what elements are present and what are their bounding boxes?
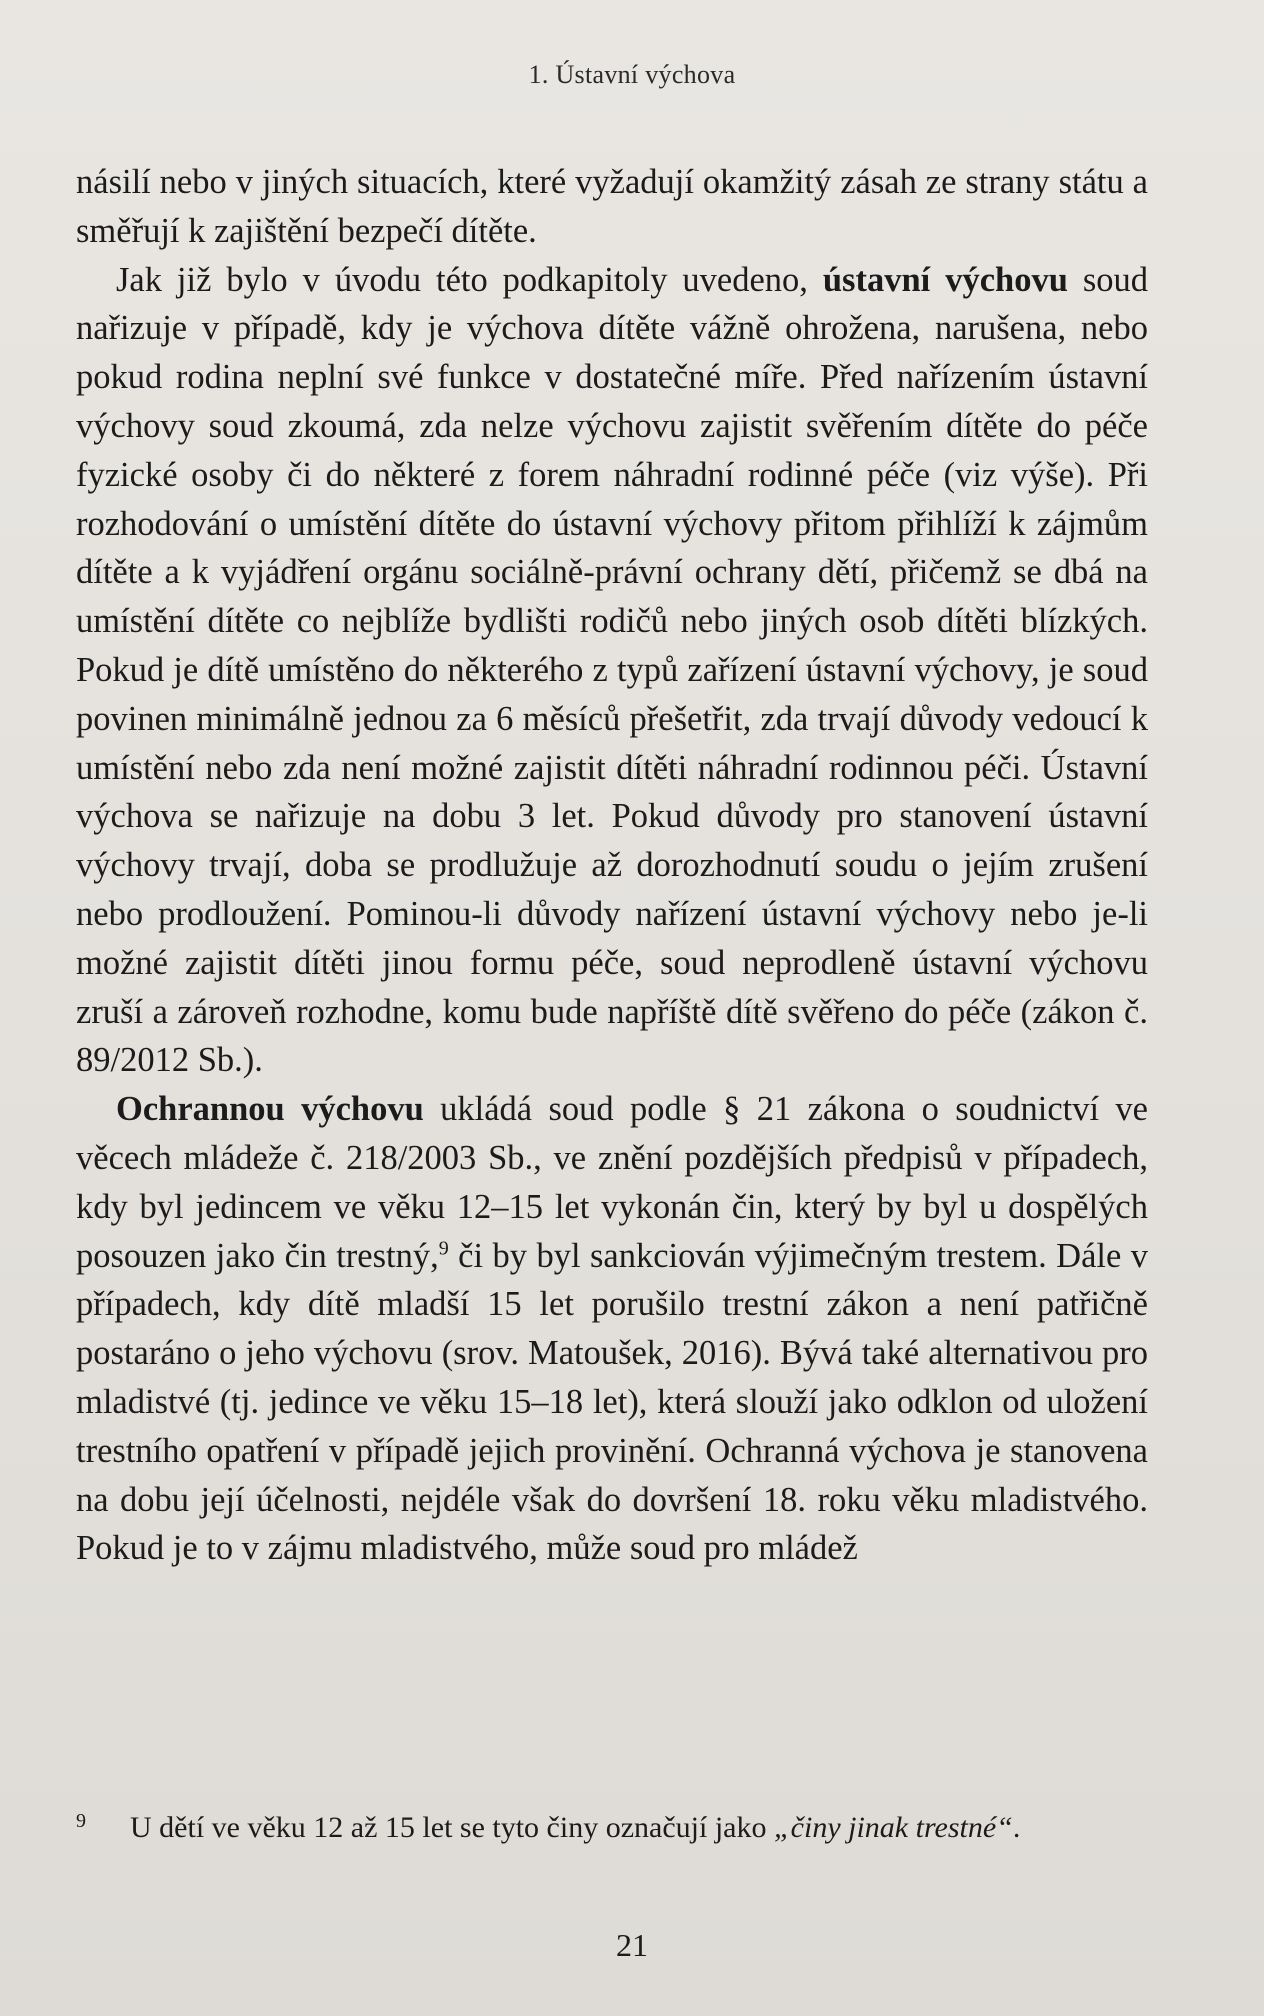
paragraph-2: [76, 256, 1148, 1086]
term-ustavni-vychova: ústavní výchovu: [822, 260, 1068, 299]
paragraph-1: [76, 158, 1148, 256]
term-ochranna-vychova: Ochrannou výchovu: [116, 1090, 424, 1129]
paragraph-3-text-rest: či by byl sankciován výjimečným trestem. Dále v případech, kdy dítě mladší 15 let porušilo trestní zákon a není patřičně postaráno o jeho výchovu (srov. Matoušek, 2016). Bývá také alternativou pro mladistvé (tj. jedince ve věku 15–18 let), která slouží jako odklon od uložení trestního opatření v případě jejich provinění. Ochranná výchova je stanovena na dobu její účelnosti, nejdéle však do dovršení 18. roku věku mladistvého. Pokud je to v zájmu mladistvého, může soud pro mládež: [76, 1236, 1148, 1568]
paragraph-2-text-start: Jak již bylo v úvodu této podkapitoly uvedeno,: [116, 260, 823, 299]
page-number: 21: [616, 1927, 648, 1963]
paragraph-3: [76, 1085, 1148, 1573]
paragraph-1-text: násilí nebo v jiných situacích, které vyžadují okamžitý zásah ze strany státu a směřují k zajištění bezpečí dítěte.: [76, 163, 1148, 250]
footnote-number: 9: [76, 1810, 86, 1832]
running-head: 1. Ústavní výchova: [528, 60, 736, 89]
paragraph-2-text-rest: soud nařizuje v případě, kdy je výchova dítěte vážně ohrožena, narušena, nebo pokud rodina neplní své funkce v dostatečné míře. Před nařízením ústavní výchovy soud zkoumá, zda nelze výchovu zajistit svěřením dítěte do péče fyzické osoby či do některé z forem náhradní rodinné péče (viz výše). Při rozhodování o umístění dítěte do ústavní výchovy přitom přihlíží k zájmům dítěte a k vyjádření orgánu sociálně-právní ochrany dětí, přičemž se dbá na umístění dítěte co nejblíže bydlišti rodičů nebo jiných osob dítěti blízkých. Pokud je dítě umístěno do některého z typů zařízení ústavní výchovy, je soud povinen minimálně jednou za 6 měsíců přešetřit, zda trvají důvody vedoucí k umístění nebo zda není možné zajistit dítěti náhradní rodinnou péči. Ústavní výchova se nařizuje na dobu 3 let. Pokud důvody pro stanovení ústavní výchovy trvají, doba se prodlužuje až dorozhodnutí soudu o jejím zrušení nebo prodloužení. Pominou-li důvody nařízení ústavní výchovy nebo je-li možné zajistit dítěti jinou formu péče, soud neprodleně ústavní výchovu zruší a zároveň rozhodne, komu bude napříště dítě svěřeno do péče (zákon č. 89/2012 Sb.).: [76, 260, 1149, 1080]
body-text: [76, 158, 1148, 1573]
footnote-text: U dětí ve věku 12 až 15 let se tyto činy označují jako: [130, 1811, 774, 1844]
paragraph-3-text-start: ukládá soud podle § 21 zákona o soudnictví ve věcech mládeže č. 218/2003 Sb., ve znění pozdějších předpisů v případech, kdy byl jedincem ve věku 12–15 let vykonán čin, který by byl u dospělých posouzen jako čin trestný,: [76, 1090, 1148, 1275]
footnote: [76, 1808, 1148, 1848]
footnote-end: .: [1012, 1811, 1021, 1844]
footnote-reference: 9: [438, 1237, 449, 1260]
footnote-italic-term: „činy jinak trestné“: [773, 1811, 1013, 1844]
